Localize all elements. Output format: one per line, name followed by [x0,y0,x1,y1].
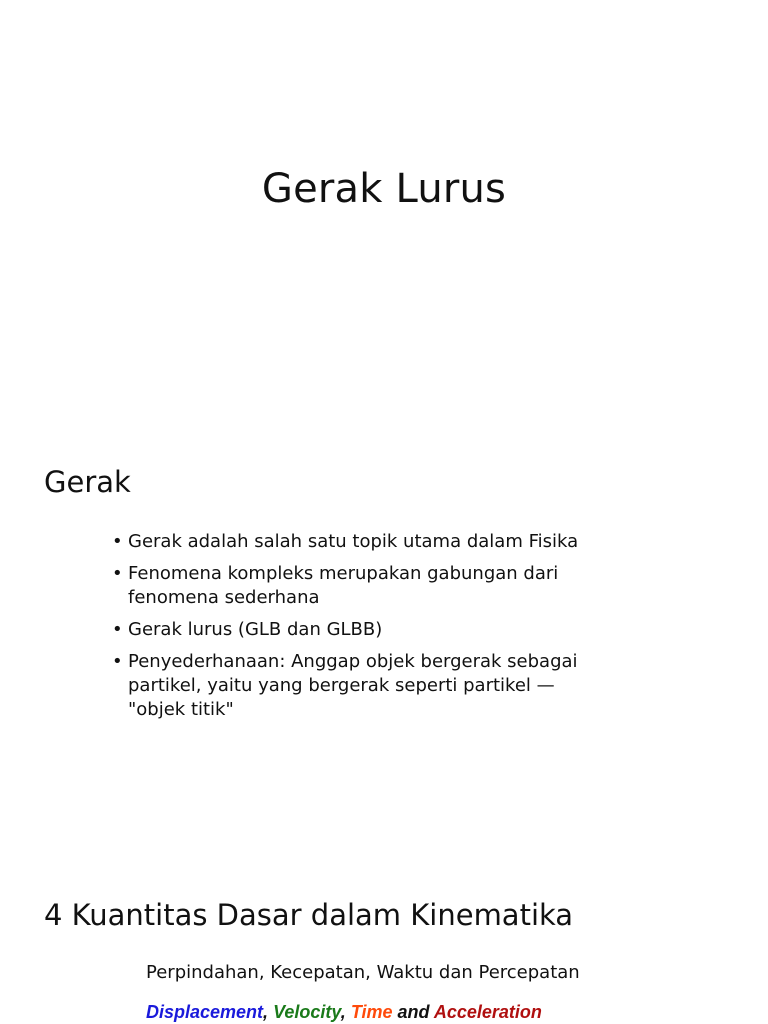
bullet-icon: • [112,531,123,552]
slide-kinematika [0,816,768,1024]
subtitle-indonesian: Perpindahan, Kecepatan, Waktu dan Percepatan [146,962,580,983]
subtitle-english [146,1002,542,1023]
slide-gerak [0,408,768,810]
bullet-icon: • [112,651,123,672]
list-item-text: Gerak lurus (GLB dan GLBB) [128,619,383,640]
term-displacement: Displacement [146,1002,264,1022]
slide-title [0,0,768,402]
separator-comma: , [263,1002,269,1022]
term-and: and [397,1002,430,1022]
list-item-text: Fenomena kompleks merupakan gabungan dari fenomena sederhana [128,563,559,608]
list-item [112,650,582,722]
slide-heading: 4 Kuantitas Dasar dalam Kinematika [44,898,574,932]
term-velocity: Velocity [273,1002,341,1022]
list-item-text: Gerak adalah salah satu topik utama dalam Fisika [128,531,579,552]
separator-comma: , [340,1002,346,1022]
page-title: Gerak Lurus [261,166,507,212]
list-item [112,530,582,554]
list-item-text: Penyederhanaan: Anggap objek bergerak sebagai partikel, yaitu yang bergerak seperti partikel — "objek titik" [128,651,578,720]
list-item [112,562,582,610]
slide-heading: Gerak [44,465,131,499]
bullet-icon: • [112,563,123,584]
term-time: Time [350,1002,393,1022]
list-item [112,618,582,642]
term-acceleration: Acceleration [433,1002,542,1022]
bullet-list [112,530,582,730]
bullet-icon: • [112,619,123,640]
